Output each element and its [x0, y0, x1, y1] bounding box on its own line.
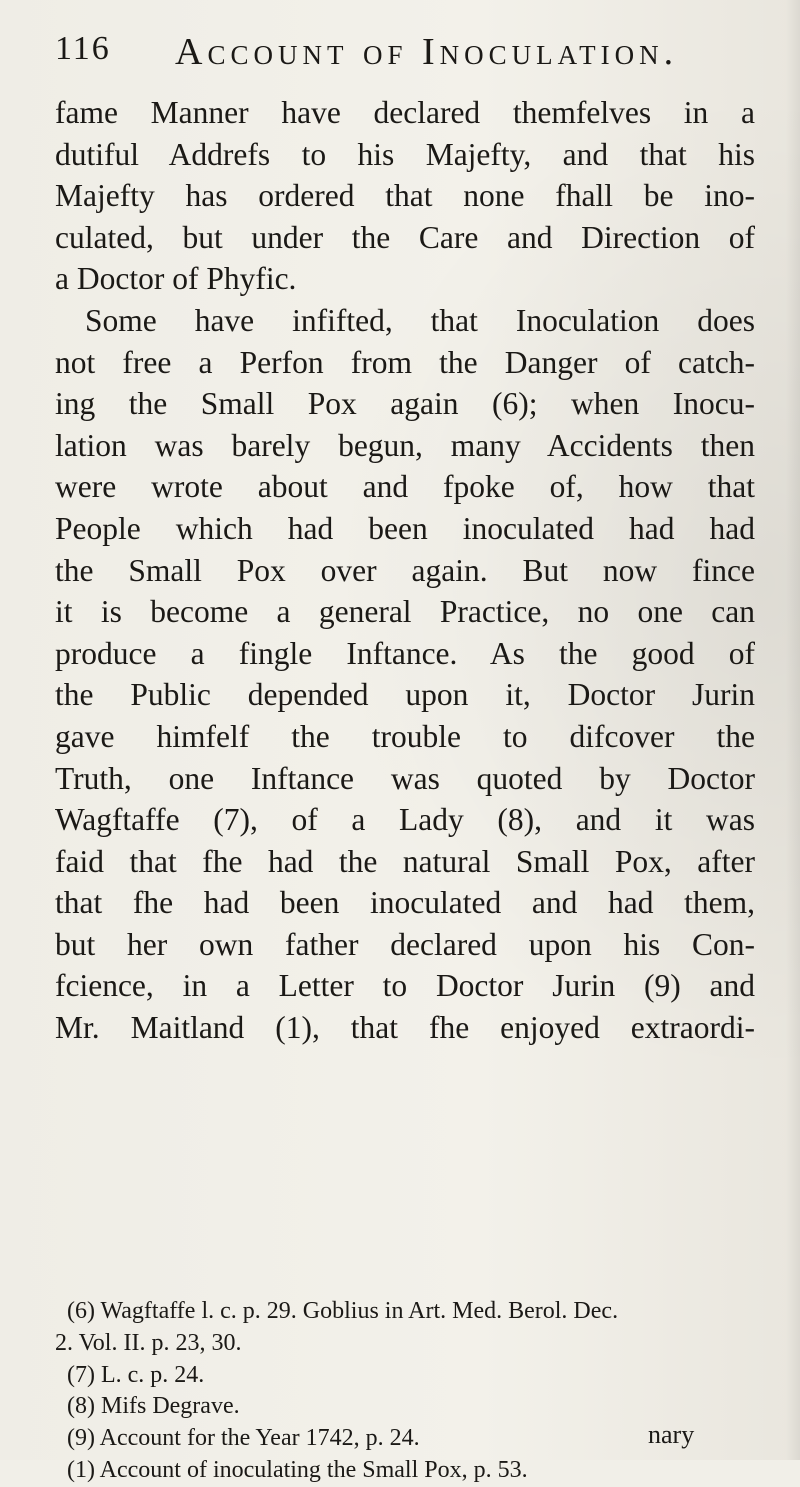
text-line: dutiful Addrefs to his Majefty, and that his [55, 136, 755, 172]
page-number: 116 [55, 30, 111, 67]
text-line: it is become a general Practice, no one can [55, 594, 755, 630]
footnote: (9) Account for the Year 1742, p. 24. [67, 1425, 420, 1452]
footnote: (7) L. c. p. 24. [67, 1361, 205, 1388]
catchword: nary [648, 1420, 695, 1449]
text-line: People which had been inoculated had had [55, 510, 755, 546]
footnote: (8) Mifs Degrave. [67, 1393, 240, 1420]
text-line: produce a fingle Inftance. As the good of [55, 635, 755, 671]
text-line: Wagftaffe (7), of a Lady (8), and it was [55, 802, 755, 838]
text-line: Majefty has ordered that none fhall be ino- [55, 178, 755, 214]
footnote: (6) Wagftaffe l. c. p. 29. Goblius in Art. Med. Berol. Dec. [67, 1298, 619, 1324]
text-line: culated, but under the Care and Direction of [55, 219, 755, 255]
text-line: a Doctor of Phyfic. [55, 261, 297, 297]
text-line: Mr. Maitland (1), that fhe enjoyed extraordi- [55, 1010, 755, 1046]
text-line: were wrote about and fpoke of, how that [55, 469, 755, 505]
footnotes [55, 1296, 755, 1487]
text-line: but her own father declared upon his Con- [55, 926, 755, 962]
text-line: the Small Pox over again. But now fince [55, 552, 755, 588]
text-line: faid that fhe had the natural Small Pox, after [55, 843, 755, 879]
text-line: the Public depended upon it, Doctor Jurin [55, 677, 755, 713]
running-head: Account of Inoculation. [175, 31, 679, 73]
body-text [55, 92, 755, 1049]
text-line: fame Manner have declared themfelves in a [55, 95, 755, 130]
text-line: Truth, one Inftance was quoted by Doctor [55, 760, 755, 796]
text-line: not free a Perfon from the Danger of catch- [55, 344, 755, 380]
footnote: (1) Account of inoculating the Small Pox, p. 53. [67, 1456, 528, 1483]
text-line: fcience, in a Letter to Doctor Jurin (9) and [55, 968, 755, 1004]
text-line: gave himfelf the trouble to difcover the [55, 718, 755, 754]
text-line: lation was barely begun, many Accidents then [55, 427, 755, 463]
text-line: ing the Small Pox again (6); when Inocu- [55, 386, 755, 422]
page-header [55, 30, 755, 80]
page-edge-shadow [786, 0, 800, 1460]
footnote: 2. Vol. II. p. 23, 30. [55, 1329, 242, 1356]
text-line: Some have infifted, that Inoculation does [85, 302, 755, 338]
text-line: that fhe had been inoculated and had them, [55, 885, 755, 921]
